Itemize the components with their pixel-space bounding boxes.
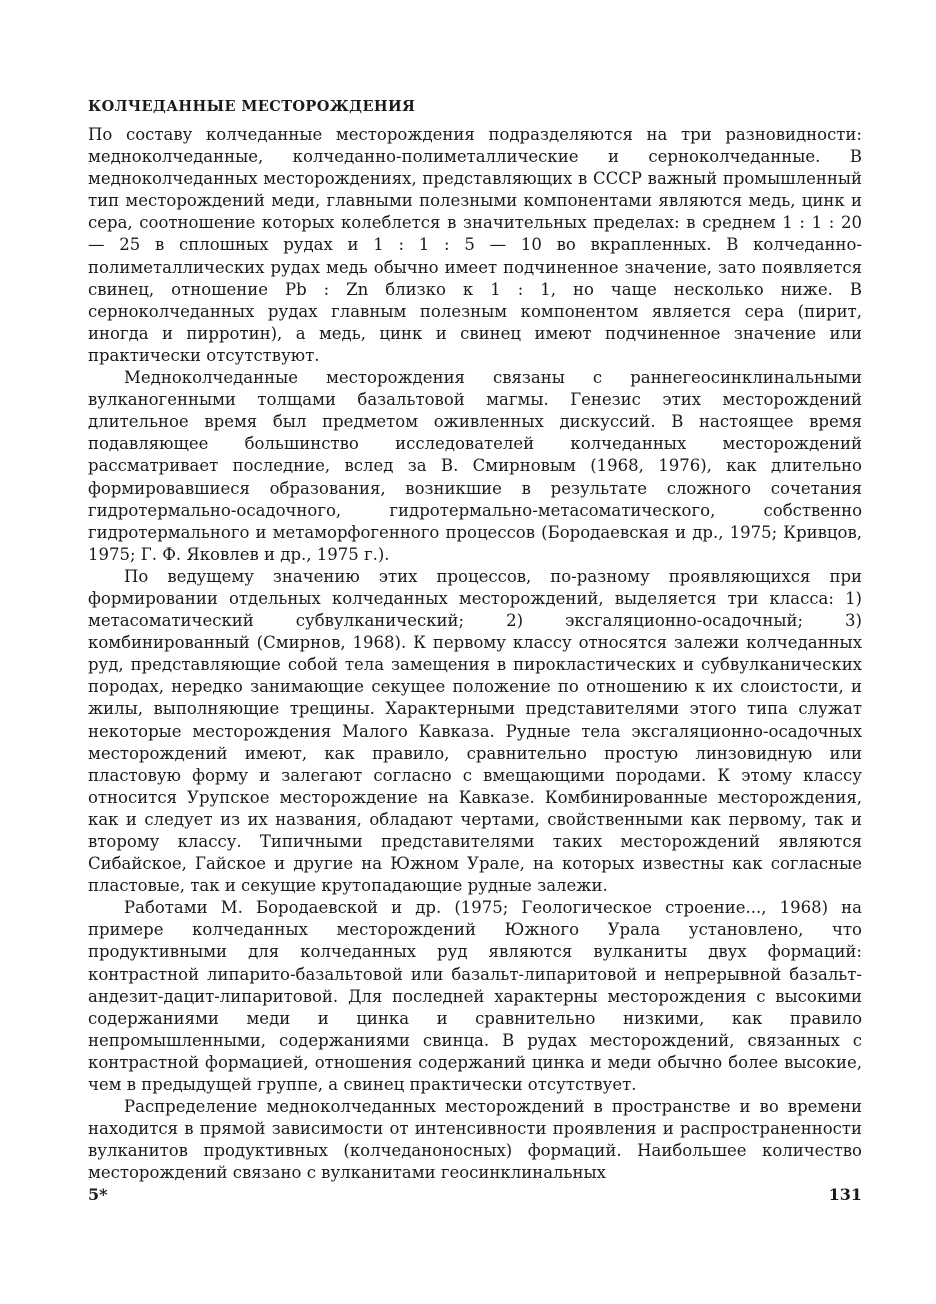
section-heading: КОЛЧЕДАННЫЕ МЕСТОРОЖДЕНИЯ	[88, 98, 416, 115]
body-text	[88, 124, 862, 1185]
paragraph-5: Распределение медноколчеданных месторождений в пространстве и во времени находится в прямой зависимости от интенсивности проявления и распространенности вулканитов продуктивных (колчеданоносных) формаций. Наибольшее количество месторождений связано с вулканитами геосинклинальных	[88, 1097, 862, 1183]
paragraph-3: По ведущему значению этих процессов, по-разному проявляющихся при формировании отдельных колчеданных месторождений, выделяется три класса: 1) метасоматический субвулканический; 2) эксгаляционно-осадочный; 3) комбинированный (Смирнов, 1968). К первому классу относятся залежи колчеданных руд, представляющие собой тела замещения в пирокластических и субвулканических породах, нередко занимающие секущее положение по отношению к их слоистости, и жилы, выполняющие трещины. Характерными представителями этого типа служат некоторые месторождения Малого Кавказа. Рудные тела эксгаляционно-осадочных месторождений имеют, как правило, сравнительно простую линзовидную или пластовую форму и залегают согласно с вмещающими породами. К этому классу относится Урупское месторождение на Кавказе. Комбинированные месторождения, как и следует из их названия, обладают чертами, свойственными как первому, так и второму классу. Типичными представителями таких месторождений являются Сибайское, Гайское и другие на Южном Урале, на которых известны как согласные пластовые, так и секущие крутопадающие рудные залежи.	[88, 566, 862, 896]
page-number: 131	[828, 1185, 862, 1204]
paragraph-1: По составу колчеданные месторождения подразделяются на три разновидности: медноколчеданные, колчеданно-полиметаллические и серноколчеданные. В медноколчеданных месторождениях, представляющих в СССР важный промышленный тип месторождений меди, главными полезными компонентами являются медь, цинк и сера, соотношение которых колеблется в значительных пределах: в среднем 1 : 1 : 20 — 25 в сплошных рудах и 1 : 1 : 5 — 10 во вкрапленных. В колчеданно-полиметаллических рудах медь обычно имеет подчиненное значение, зато появляется свинец, отношение Pb : Zn близко к 1 : 1, но чаще несколько ниже. В серноколчеданных рудах главным полезным компонентом является сера (пирит, иногда и пирротин), а медь, цинк и свинец имеют подчиненное значение или практически отсутствуют.	[88, 125, 862, 365]
paragraph-4: Работами М. Бородаевской и др. (1975; Геологическое строение..., 1968) на примере колчеданных месторождений Южного Урала установлено, что продуктивными для колчеданных руд являются вулканиты двух формаций: контрастной липарито-базальтовой или базальт-липаритовой и непрерывной базальт-андезит-дацит-липаритовой. Для последней характерны месторождения с высокими содержаниями меди и цинка и сравнительно низкими, как правило непромышленными, содержаниями свинца. В рудах месторождений, связанных с контрастной формацией, отношения содержаний цинка и меди обычно более высокие, чем в предыдущей группе, а свинец практически отсутствует.	[88, 898, 862, 1095]
signature-mark: 5*	[88, 1185, 108, 1204]
paragraph-2: Медноколчеданные месторождения связаны с раннегеосинклинальными вулканогенными толщами базальтовой магмы. Генезис этих месторождений длительное время был предметом оживленных дискуссий. В настоящее время подавляющее большинство исследователей колчеданных месторождений рассматривает последние, вслед за В. Смирновым (1968, 1976), как длительно формировавшиеся образования, возникшие в результате сложного сочетания гидротермально-осадочного, гидротермально-метасоматического, собственно гидротермального и метаморфогенного процессов (Бородаевская и др., 1975; Кривцов, 1975; Г. Ф. Яковлев и др., 1975 г.).	[88, 368, 862, 564]
